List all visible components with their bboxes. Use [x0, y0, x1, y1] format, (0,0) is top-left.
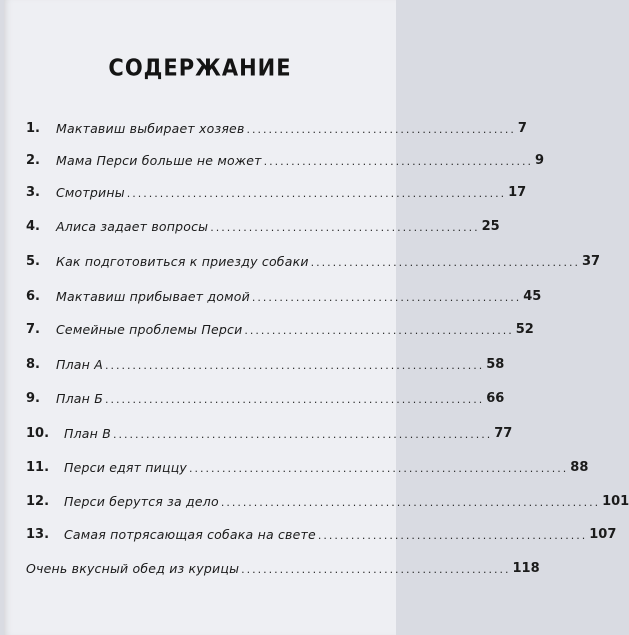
- entry-number: 3.: [26, 185, 40, 200]
- leader-dots: .....................................................................: [104, 393, 485, 406]
- toc-entry: [26, 520, 617, 542]
- toc-entry: [26, 554, 540, 576]
- book-page: [4, 0, 629, 635]
- entry-page: 77: [494, 426, 513, 441]
- entry-number: 2.: [26, 153, 40, 168]
- toc-entry: [26, 178, 527, 200]
- page-title: СОДЕРЖАНИЕ: [108, 54, 292, 82]
- entry-number: 1.: [26, 121, 40, 136]
- leader-dots: .....................................................................: [104, 359, 485, 372]
- leader-dots: .................................................: [251, 291, 522, 304]
- entry-title: План А: [56, 357, 103, 372]
- leader-dots: .....................................................................: [189, 462, 569, 475]
- entry-page: 88: [570, 460, 589, 475]
- entry-title: План Б: [56, 391, 103, 406]
- entry-number: 10.: [26, 426, 50, 441]
- entry-title: Очень вкусный обед из курицы: [26, 561, 240, 576]
- toc-entry: [26, 487, 629, 509]
- entry-page: 107: [589, 527, 617, 542]
- toc-entry: [26, 282, 542, 304]
- entry-title: Смотрины: [56, 185, 125, 200]
- toc-entry: [26, 350, 505, 372]
- entry-page: 25: [481, 219, 500, 234]
- toc-entry: [26, 212, 500, 234]
- entry-number: 4.: [26, 219, 40, 234]
- entry-title: Мактавиш выбирает хозяев: [56, 121, 245, 136]
- entry-page: 17: [508, 185, 527, 200]
- toc-entry: [26, 247, 601, 269]
- leader-dots: .................................................: [210, 221, 480, 234]
- entry-number: 9.: [26, 391, 40, 406]
- entry-title: Мактавиш прибывает домой: [56, 289, 250, 304]
- entry-title: Алиса задает вопросы: [56, 219, 209, 234]
- entry-number: 8.: [26, 357, 40, 372]
- entry-page: 9: [535, 153, 545, 168]
- entry-title: Самая потрясающая собака на свете: [64, 527, 316, 542]
- entry-number: 5.: [26, 254, 40, 269]
- leader-dots: .................................................: [241, 563, 511, 576]
- entry-page: 101: [602, 494, 629, 509]
- entry-page: 7: [517, 121, 527, 136]
- entry-page: 52: [515, 322, 534, 337]
- entry-number: 11.: [26, 460, 50, 475]
- entry-title: Семейные проблемы Перси: [56, 322, 243, 337]
- entry-page: 58: [486, 357, 505, 372]
- leader-dots: .....................................................................: [126, 187, 507, 200]
- toc-entry: [26, 114, 527, 136]
- entry-page: 118: [512, 561, 540, 576]
- entry-title: Перси едят пиццу: [64, 460, 188, 475]
- toc-entry: [26, 315, 534, 337]
- toc-entry: [26, 419, 513, 441]
- toc-entry: [26, 384, 505, 406]
- leader-dots: .................................................: [317, 529, 588, 542]
- entry-page: 37: [581, 254, 601, 269]
- entry-title: Мама Перси больше не может: [56, 153, 262, 168]
- entry-page: 45: [523, 289, 542, 304]
- leader-dots: .....................................................................: [112, 428, 493, 441]
- entry-number: 12.: [26, 494, 50, 509]
- toc-entry: [26, 146, 545, 168]
- entry-title: План В: [64, 426, 111, 441]
- leader-dots: .....................................................................: [220, 496, 601, 509]
- entry-number: 13.: [26, 527, 50, 542]
- leader-dots: .................................................: [244, 324, 514, 337]
- leader-dots: .................................................: [263, 155, 534, 168]
- leader-dots: .................................................: [310, 256, 580, 269]
- entry-number: 6.: [26, 289, 40, 304]
- toc-entry: [26, 453, 589, 475]
- entry-title: Как подготовиться к приезду собаки: [56, 254, 309, 269]
- entry-number: 7.: [26, 322, 40, 337]
- entry-title: Перси берутся за дело: [64, 494, 219, 509]
- entry-page: 66: [486, 391, 505, 406]
- leader-dots: .................................................: [246, 123, 516, 136]
